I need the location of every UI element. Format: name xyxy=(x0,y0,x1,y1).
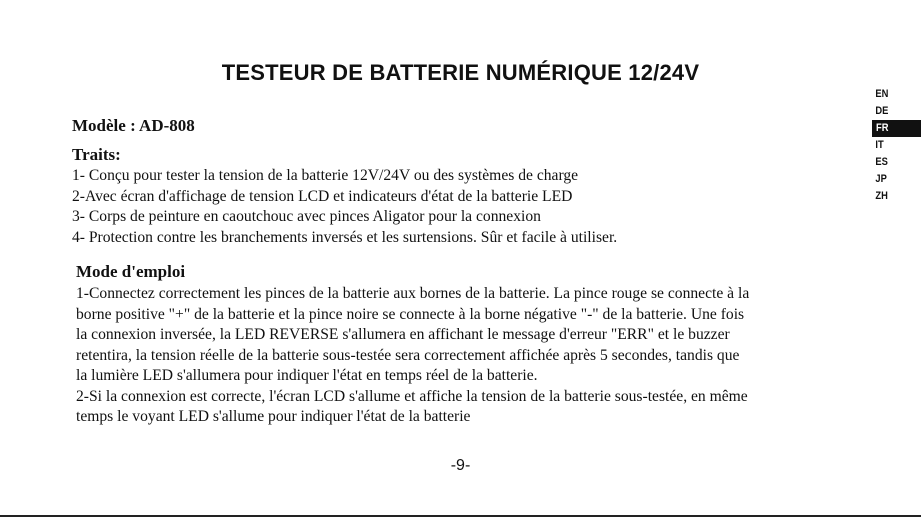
language-tab-jp[interactable]: JP xyxy=(875,173,887,185)
page-number: -9- xyxy=(450,457,471,474)
language-tab-en[interactable]: EN xyxy=(875,88,889,100)
instructions-line: la connexion inversée, la LED REVERSE s'allumera en affichant le message d'erreur "ERR" et le buzzer xyxy=(76,326,730,343)
model-label: Modèle : AD-808 xyxy=(72,116,195,135)
instructions-item xyxy=(72,284,857,387)
instructions-heading: Mode d'emploi xyxy=(76,262,186,281)
traits-item: 4- Protection contre les branchements inversés et les surtensions. Sûr et facile à utiliser. xyxy=(72,228,618,246)
instructions-line: temps le voyant LED s'allume pour indiquer l'état de la batterie xyxy=(76,408,471,425)
language-tab-zh[interactable]: ZH xyxy=(875,190,888,202)
instructions-line: la lumière LED s'allumera pour indiquer l'état en temps réel de la batterie. xyxy=(76,367,538,384)
instructions-line: borne positive "+" de la batterie et la pince noire se connecte à la borne négative "-" de la batterie. Une fois xyxy=(76,305,745,323)
traits-item: 1- Conçu pour tester la tension de la batterie 12V/24V ou des systèmes de charge xyxy=(72,167,579,184)
traits-item: 2-Avec écran d'affichage de tension LCD et indicateurs d'état de la batterie LED xyxy=(72,187,573,205)
traits-heading: Traits: xyxy=(72,145,121,164)
language-tab-es[interactable]: ES xyxy=(875,156,888,168)
language-tab-fr[interactable] xyxy=(872,120,921,137)
instructions-item xyxy=(72,387,857,428)
instructions-line: 2-Si la connexion est correcte, l'écran LCD s'allume et affiche la tension de la batterie sous-testée, en même xyxy=(76,387,748,405)
traits-list xyxy=(72,166,792,248)
language-tab-de[interactable]: DE xyxy=(875,105,889,117)
instructions-line: retentira, la tension réelle de la batterie sous-testée sera correctement affichée après 5 secondes, tandis que xyxy=(76,346,740,364)
page-title: TESTEUR DE BATTERIE NUMÉRIQUE 12/24V xyxy=(221,60,700,85)
traits-item: 3- Corps de peinture en caoutchouc avec pinces Aligator pour la connexion xyxy=(72,208,541,225)
bottom-divider xyxy=(0,515,921,517)
instructions-list xyxy=(72,284,857,428)
instructions-line: 1-Connectez correctement les pinces de la batterie aux bornes de la batterie. La pince rouge se connecte à la xyxy=(76,285,750,302)
language-tab-fr-label: FR xyxy=(876,122,889,134)
language-tab-it[interactable]: IT xyxy=(875,139,884,151)
language-nav xyxy=(872,86,921,205)
